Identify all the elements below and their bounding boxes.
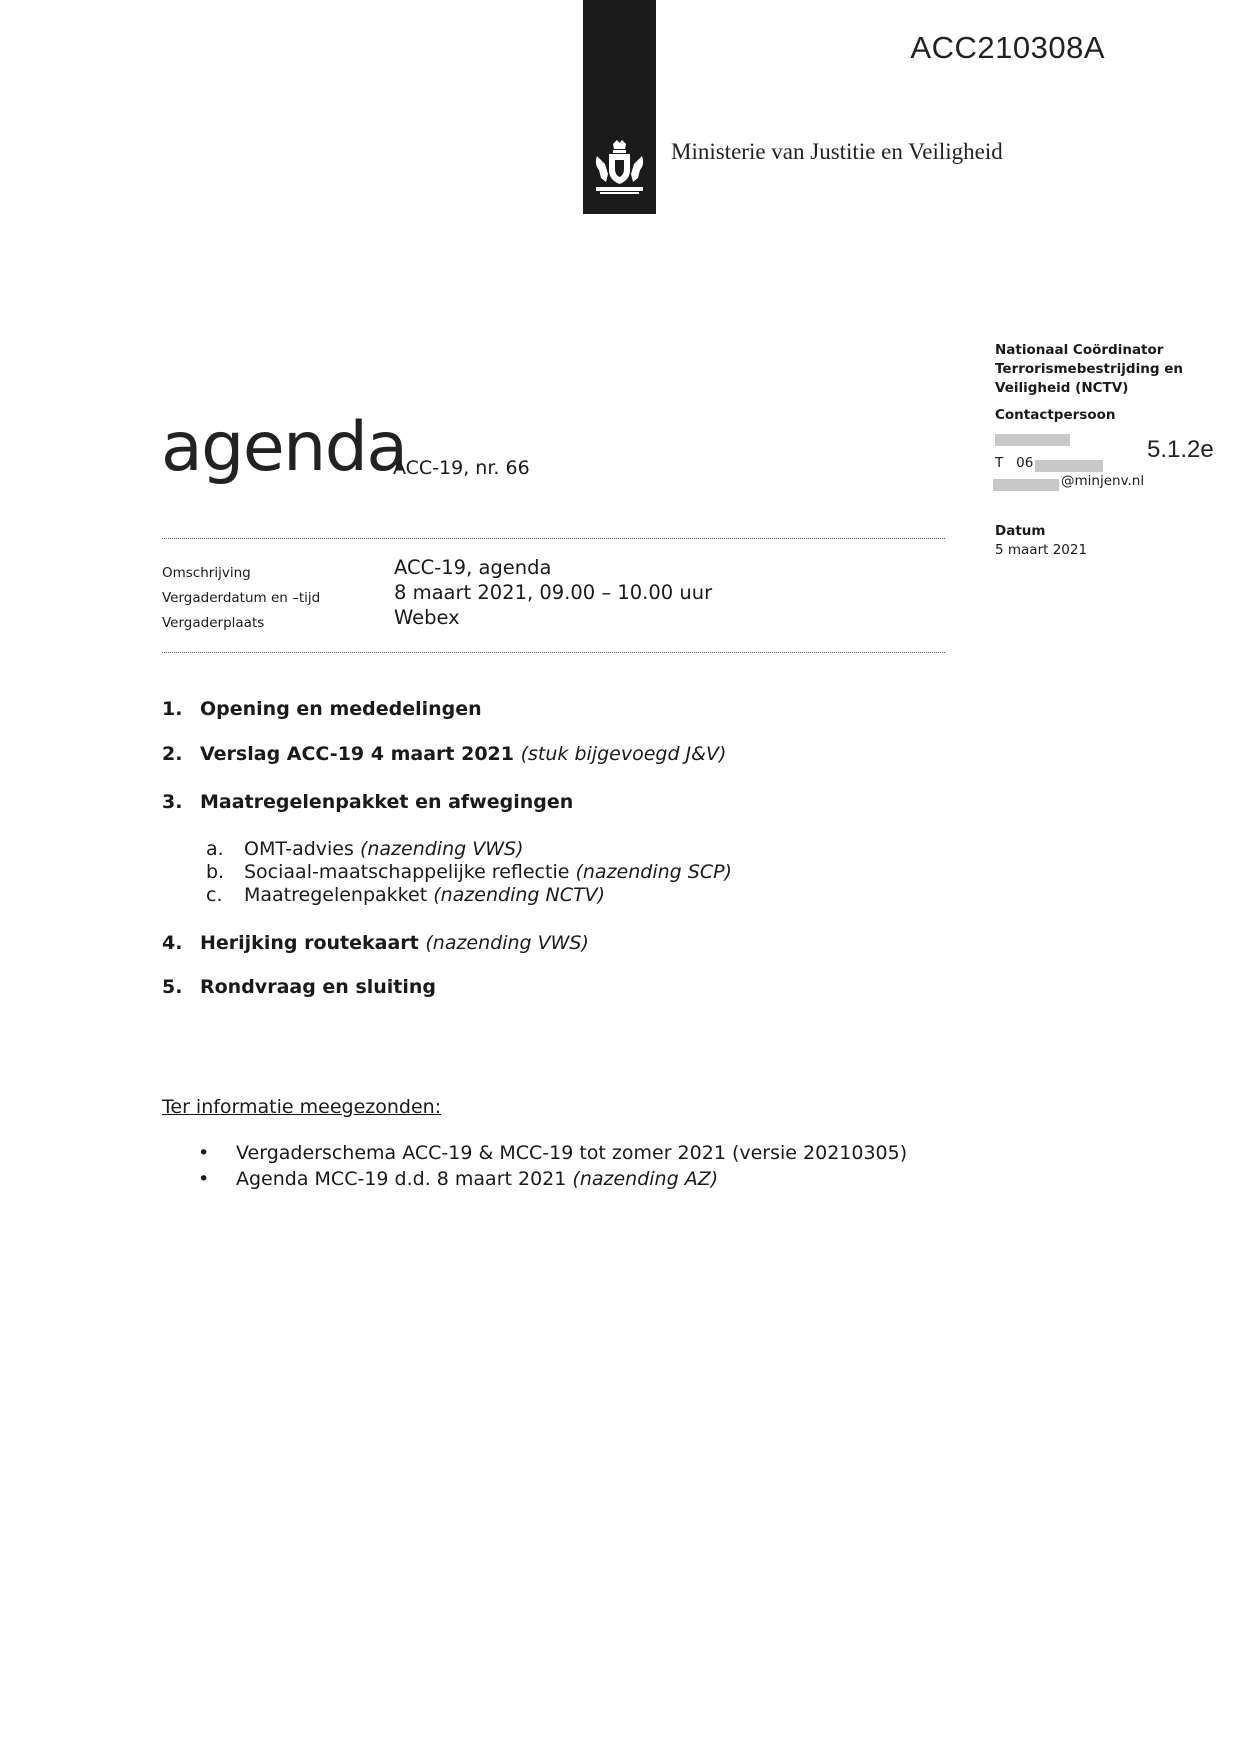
divider [162,538,945,539]
subitem-text: Maatregelenpakket [244,884,428,906]
agenda-subitem [206,861,732,883]
phone-label: T [995,455,1004,471]
item-text: Rondvraag en sluiting [200,976,437,998]
email-suffix: @minjenv.nl [1061,473,1145,489]
agenda-item [162,791,573,813]
page-title: agenda [161,408,407,487]
item-note: (nazending VWS) [425,932,589,954]
item-number: 3. [162,791,183,813]
item-text: Maatregelenpakket en afwegingen [200,791,574,813]
item-number: 4. [162,932,183,954]
ministry-name: Ministerie van Justitie en Veiligheid [671,139,1003,164]
item-text: Herijking routekaart [200,932,419,954]
agenda-subitem [206,884,605,906]
item-number: 2. [162,743,183,765]
phone-line [995,455,1033,471]
meta-value: Webex [394,606,460,629]
item-number: 5. [162,976,183,998]
agenda-subitem [206,838,523,860]
agenda-reference: ACC-19, nr. 66 [393,457,530,479]
logo-band [583,0,656,214]
subitem-text: OMT-advies [244,838,354,860]
subitem-note: (nazending VWS) [359,838,524,860]
agenda-item [162,976,436,998]
item-note: (stuk bijgevoegd J&V) [520,743,727,765]
item-text: Opening en mededelingen [200,698,482,720]
org-line: Veiligheid (NCTV) [995,380,1129,396]
document-date: 5 maart 2021 [995,542,1088,558]
contact-heading: Contactpersoon [995,407,1116,423]
item-text: Verslag ACC-19 4 maart 2021 [200,743,514,765]
coat-of-arms-icon [591,138,648,198]
meta-value: 8 maart 2021, 09.00 – 10.00 uur [394,581,713,604]
subitem-letter: a. [206,838,224,860]
meta-label: Vergaderdatum en –tijd [162,590,321,606]
bullet-note: (nazending AZ) [572,1168,719,1190]
bullet-icon: • [198,1142,210,1164]
org-line: Terrorismebestrijding en [995,361,1183,377]
meta-value: ACC-19, agenda [394,556,552,579]
subitem-letter: c. [206,884,223,906]
redaction-code: 5.1.2e [1147,436,1214,463]
item-number: 1. [162,698,183,720]
date-heading: Datum [995,523,1046,539]
agenda-item [162,932,589,954]
redacted-email [993,479,1059,491]
bullet-text: Agenda MCC-19 d.d. 8 maart 2021 [236,1168,567,1190]
agenda-item [162,743,726,765]
info-heading: Ter informatie meegezonden: [162,1096,442,1118]
subitem-note: (nazending NCTV) [433,884,605,906]
divider [162,652,945,653]
agenda-item [162,698,482,720]
meta-label: Omschrijving [162,565,251,581]
redacted-name [995,434,1070,446]
subitem-note: (nazending SCP) [575,861,732,883]
document-code: ACC210308A [910,30,1105,65]
subitem-text: Sociaal-maatschappelijke reflectie [244,861,570,883]
redacted-phone [1035,460,1103,472]
bullet-text: Vergaderschema ACC-19 & MCC-19 tot zomer 2021 (versie 20210305) [236,1142,908,1164]
info-bullet [198,1168,718,1190]
org-line: Nationaal Coördinator [995,342,1164,358]
info-bullet [198,1142,907,1164]
meta-label: Vergaderplaats [162,615,265,631]
subitem-letter: b. [206,861,225,883]
bullet-icon: • [198,1168,210,1190]
phone-prefix: 06 [1016,455,1034,471]
sender-organisation [995,341,1225,398]
